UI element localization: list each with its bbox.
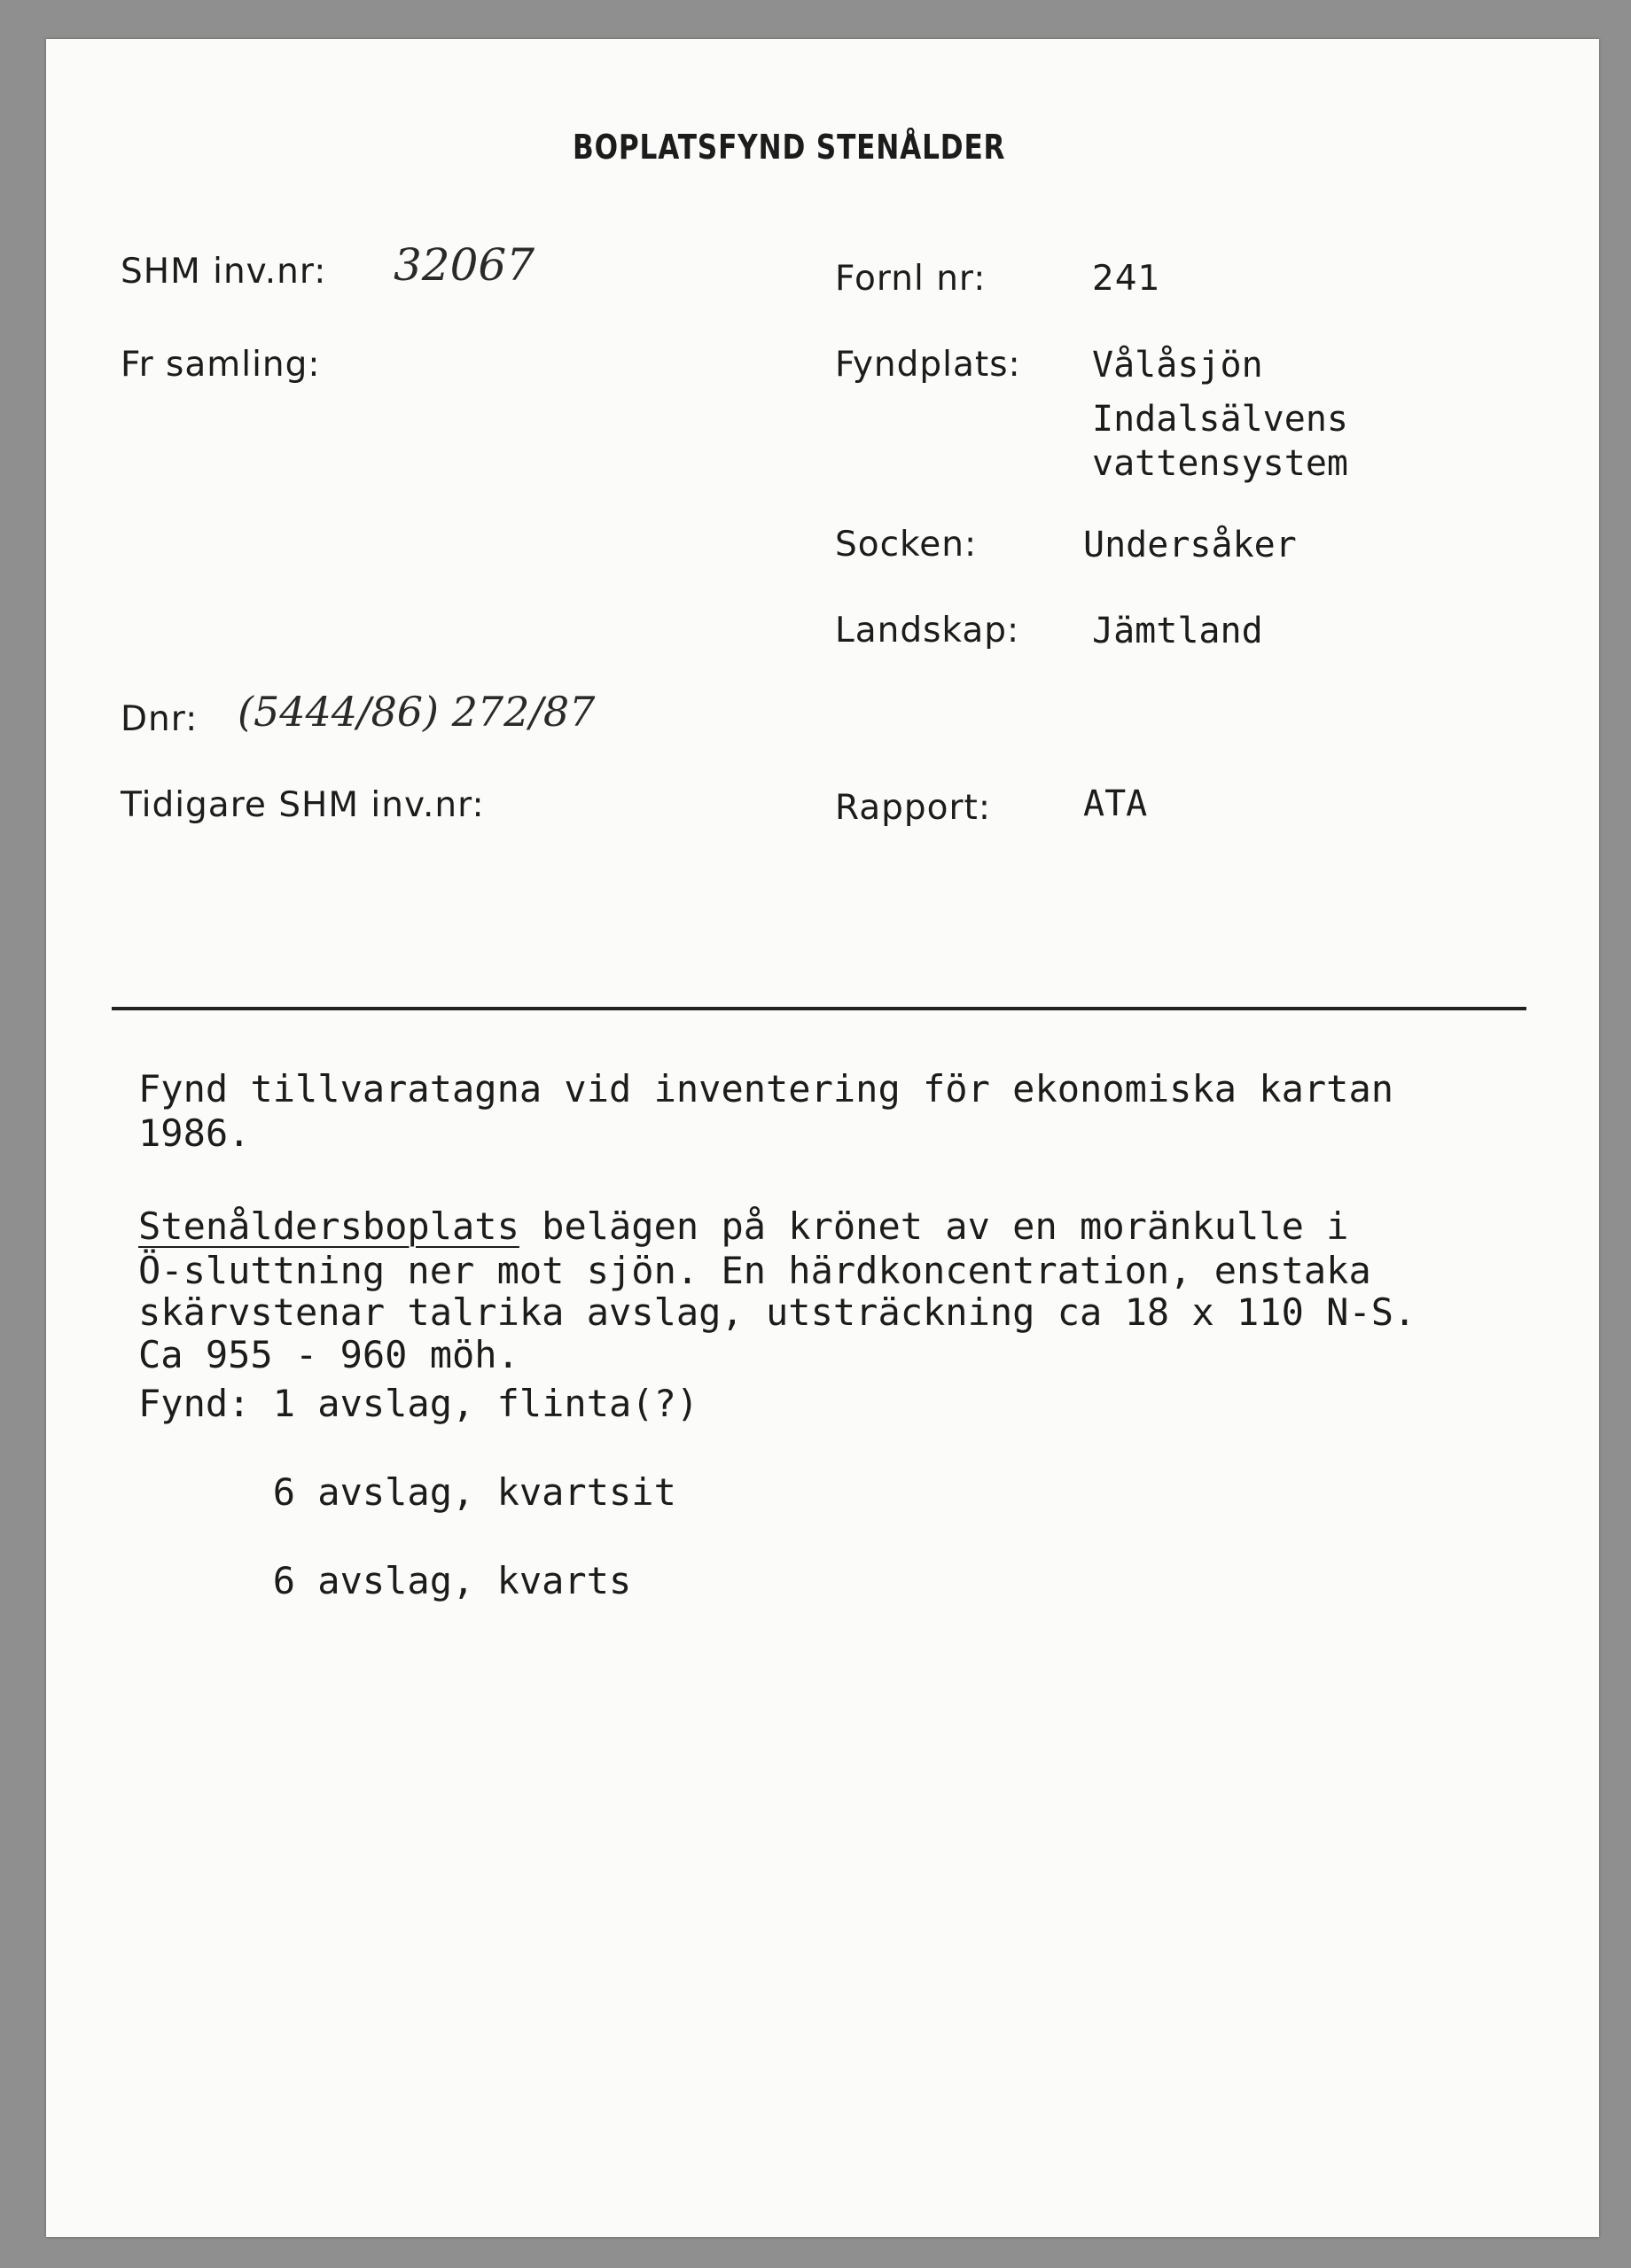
fornl-label: Fornl nr:	[835, 259, 987, 299]
para2-line-2: Ö-sluttning ner mot sjön. En härdkoncentration, enstaka	[138, 1249, 1371, 1292]
shm-inv-value: 32067	[394, 239, 535, 291]
socken-value: Undersåker	[1083, 525, 1297, 565]
para2-line-1-rest: belägen på krönet av en moränkulle i	[519, 1204, 1349, 1248]
fr-samling-label: Fr samling:	[121, 345, 321, 385]
landskap-value: Jämtland	[1092, 611, 1263, 651]
shm-inv-label: SHM inv.nr:	[121, 252, 327, 292]
rapport-value: ATA	[1083, 783, 1148, 824]
rapport-label: Rapport:	[835, 788, 991, 828]
para1-line-2: 1986.	[138, 1111, 251, 1155]
fynd-line-2: 6 avslag, kvartsit	[138, 1470, 676, 1514]
card-title: BOPLATSFYND STENÅLDER	[573, 128, 1006, 167]
fyndplats-line-2: Indalsälvens	[1092, 399, 1348, 440]
catalog-card	[46, 39, 1599, 2237]
para2-line-3: skärvstenar talrika avslag, utsträckning ca 18 x 110 N-S.	[138, 1290, 1416, 1334]
fyndplats-line-3: vattensystem	[1092, 443, 1348, 484]
fynd-line-1: Fynd: 1 avslag, flinta(?)	[138, 1382, 699, 1425]
fornl-value: 241	[1092, 259, 1161, 299]
para2-line-4: Ca 955 - 960 möh.	[138, 1333, 519, 1376]
dnr-label: Dnr:	[121, 699, 199, 739]
socken-label: Socken:	[835, 525, 978, 565]
dnr-value: (5444/86) 272/87	[238, 688, 596, 736]
para2-underlined-word: Stenåldersboplats	[138, 1204, 519, 1248]
fyndplats-line-1: Vålåsjön	[1092, 345, 1263, 386]
tidigare-label: Tidigare SHM inv.nr:	[121, 785, 485, 825]
fynd-line-3: 6 avslag, kvarts	[138, 1559, 632, 1602]
divider-rule	[112, 1007, 1526, 1010]
landskap-label: Landskap:	[835, 611, 1020, 651]
fyndplats-label: Fyndplats:	[835, 345, 1021, 385]
para2-line-1	[138, 1204, 1348, 1248]
para1-line-1: Fynd tillvaratagna vid inventering för ekonomiska kartan	[138, 1067, 1394, 1111]
